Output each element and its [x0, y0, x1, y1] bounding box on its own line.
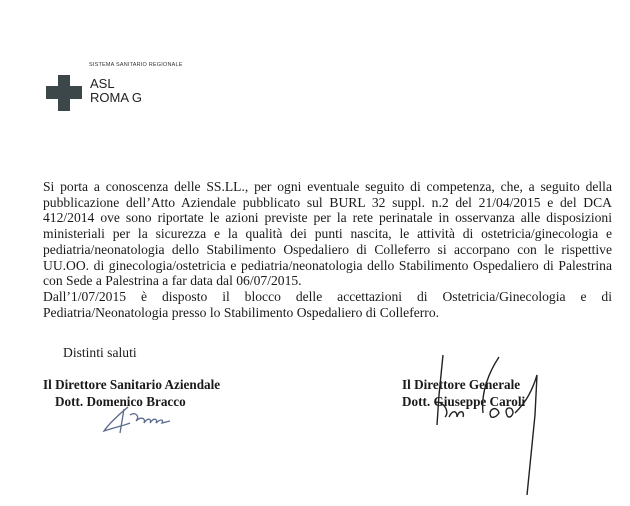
body-line: UU.OO. di ginecologia/ostetricia e pediatria/neonatologia dello Stabilimento Ospedaliero di Palestrina	[43, 257, 612, 273]
body-line: Dall’1/07/2015 è disposto il blocco delle accettazioni di Ostetricia/Ginecologia e di	[43, 288, 612, 304]
body-line: pubblicazione dell’Atto Aziendale pubblicato sul BURL 32 suppl. n.2 del 21/04/2015 e del DCA	[43, 194, 612, 210]
body-line: con Sede a Palestrina a far data dal 06/07/2015.	[43, 273, 302, 289]
logo-system-name: SISTEMA SANITARIO REGIONALE	[89, 62, 183, 68]
body-line: Si porta a conoscenza delle SS.LL., per ogni eventuale seguito di competenza, che, a seguito della	[43, 179, 612, 194]
body-line: Pediatria/Neonatologia presso lo Stabilimento Ospedaliero di Colleferro.	[43, 304, 440, 320]
closing: Distinti saluti	[63, 345, 137, 360]
signer-title: Il Direttore Generale	[402, 377, 521, 392]
cross-icon	[46, 75, 82, 111]
letter-body	[43, 179, 612, 320]
signer-name: Dott. Giuseppe Caroli	[402, 394, 526, 409]
signature-right	[415, 355, 555, 495]
org-line-2: ROMA G	[90, 90, 143, 105]
body-line: 412/2014 ove sono riportate le azioni previste per la rete perinatale in osservanza alle disposizioni	[43, 210, 612, 226]
body-line: ministeriali per la sicurezza e la qualità dei punti nascita, le attività di ostetricia/ginecologia e	[43, 226, 612, 242]
signer-name: Dott. Domenico Bracco	[55, 394, 186, 409]
signer-title: Il Direttore Sanitario Aziendale	[43, 377, 221, 392]
logo-org-name	[90, 77, 142, 105]
org-line-1: ASL	[90, 76, 115, 91]
body-line: pediatria/neonatologia dello Stabilimento Ospedaliero di Colleferro si accorpano con le rispettive	[43, 241, 612, 257]
signature-left	[100, 405, 180, 435]
